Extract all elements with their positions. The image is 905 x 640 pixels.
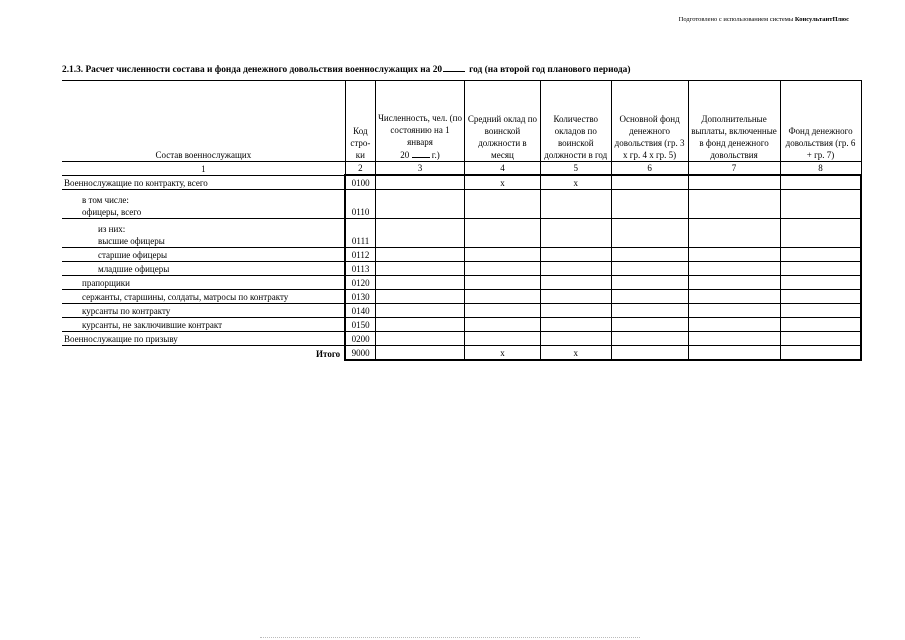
cell-base-fund[interactable] bbox=[611, 332, 688, 346]
cell-extra-payments[interactable] bbox=[688, 219, 780, 248]
cell-extra-payments[interactable] bbox=[688, 346, 780, 361]
row-code: 0111 bbox=[345, 219, 375, 248]
header-col1: Состав военнослужащих bbox=[62, 81, 345, 162]
cell-headcount[interactable] bbox=[376, 346, 465, 361]
table-row bbox=[62, 304, 861, 318]
cell-total-fund[interactable] bbox=[780, 276, 861, 290]
cell-total-fund[interactable] bbox=[780, 175, 861, 190]
cell-total-fund[interactable] bbox=[780, 332, 861, 346]
col-number: 7 bbox=[688, 162, 780, 176]
cell-avg-salary[interactable] bbox=[465, 332, 541, 346]
cell-avg-salary[interactable] bbox=[465, 318, 541, 332]
header-col2: Код стро- ки bbox=[345, 81, 375, 162]
row-label: курсанты по контракту bbox=[62, 304, 345, 318]
cell-total-fund[interactable] bbox=[780, 190, 861, 219]
cell-base-fund[interactable] bbox=[611, 248, 688, 262]
cell-extra-payments[interactable] bbox=[688, 190, 780, 219]
cell-avg-salary: x bbox=[465, 175, 541, 190]
heading-before-year: 2.1.3. Расчет численности состава и фонда денежного довольствия военнослужащих на 20 bbox=[62, 65, 443, 75]
cell-extra-payments[interactable] bbox=[688, 262, 780, 276]
row-code: 0100 bbox=[345, 175, 375, 190]
row-label: курсанты, не заключившие контракт bbox=[62, 318, 345, 332]
row-code: 0200 bbox=[345, 332, 375, 346]
cell-total-fund[interactable] bbox=[780, 290, 861, 304]
cell-avg-salary[interactable] bbox=[465, 190, 541, 219]
col-number: 1 bbox=[62, 162, 345, 176]
cell-headcount[interactable] bbox=[376, 262, 465, 276]
row-code: 9000 bbox=[345, 346, 375, 361]
cell-salary-count[interactable] bbox=[540, 276, 611, 290]
prepared-brand: КонсультантПлюс bbox=[794, 16, 849, 23]
row-code: 0140 bbox=[345, 304, 375, 318]
col-number: 5 bbox=[540, 162, 611, 176]
total-row bbox=[62, 346, 861, 361]
scan-artifact-line bbox=[260, 636, 640, 638]
cell-headcount[interactable] bbox=[376, 175, 465, 190]
cell-total-fund[interactable] bbox=[780, 346, 861, 361]
header-col7: Дополнительные выплаты, включенные в фонд денежного довольствия bbox=[688, 81, 780, 162]
header-col3-year-blank bbox=[412, 148, 430, 158]
col-number: 4 bbox=[465, 162, 541, 176]
cell-extra-payments[interactable] bbox=[688, 304, 780, 318]
cell-base-fund[interactable] bbox=[611, 175, 688, 190]
row-code: 0130 bbox=[345, 290, 375, 304]
cell-extra-payments[interactable] bbox=[688, 276, 780, 290]
heading-after-year: год (на второй год планового периода) bbox=[469, 65, 631, 75]
cell-base-fund[interactable] bbox=[611, 219, 688, 248]
row-label: прапорщики bbox=[62, 276, 345, 290]
cell-salary-count[interactable] bbox=[540, 190, 611, 219]
table-row bbox=[62, 318, 861, 332]
row-label: старшие офицеры bbox=[62, 248, 345, 262]
header-col3-year-suffix: г.) bbox=[431, 150, 440, 160]
row-label: сержанты, старшины, солдаты, матросы по контракту bbox=[62, 290, 345, 304]
row-label: Военнослужащие по контракту, всего bbox=[62, 175, 345, 190]
cell-base-fund[interactable] bbox=[611, 346, 688, 361]
cell-total-fund[interactable] bbox=[780, 304, 861, 318]
cell-salary-count[interactable] bbox=[540, 304, 611, 318]
row-label-text: офицеры, всего bbox=[82, 207, 142, 217]
row-label-text: высшие офицеры bbox=[98, 236, 165, 246]
cell-base-fund[interactable] bbox=[611, 304, 688, 318]
row-label bbox=[62, 219, 345, 248]
column-number-row bbox=[62, 162, 861, 176]
cell-salary-count[interactable] bbox=[540, 290, 611, 304]
header-col5: Количество окладов по воинской должности в год bbox=[540, 81, 611, 162]
cell-avg-salary[interactable] bbox=[465, 304, 541, 318]
header-col3-year-prefix: 20 bbox=[400, 150, 410, 160]
row-code: 0150 bbox=[345, 318, 375, 332]
total-label: Итого bbox=[62, 346, 345, 361]
cell-headcount[interactable] bbox=[376, 190, 465, 219]
cell-salary-count[interactable] bbox=[540, 219, 611, 248]
table-row bbox=[62, 190, 861, 219]
cell-headcount[interactable] bbox=[376, 290, 465, 304]
cell-salary-count[interactable] bbox=[540, 262, 611, 276]
cell-salary-count: x bbox=[540, 175, 611, 190]
table-row bbox=[62, 290, 861, 304]
row-code: 0110 bbox=[345, 190, 375, 219]
header-col6: Основной фонд денежного довольствия (гр. 3 x гр. 4 x гр. 5) bbox=[611, 81, 688, 162]
row-prelabel: из них: bbox=[98, 224, 126, 234]
cell-base-fund[interactable] bbox=[611, 276, 688, 290]
prepared-prefix: Подготовлено с использованием системы bbox=[678, 16, 794, 23]
section-heading bbox=[62, 63, 630, 75]
col-number: 8 bbox=[780, 162, 861, 176]
cell-base-fund[interactable] bbox=[611, 290, 688, 304]
row-label bbox=[62, 190, 345, 219]
cell-headcount[interactable] bbox=[376, 219, 465, 248]
cell-headcount[interactable] bbox=[376, 248, 465, 262]
cell-total-fund[interactable] bbox=[780, 262, 861, 276]
prepared-with-note bbox=[679, 16, 849, 23]
cell-avg-salary[interactable] bbox=[465, 248, 541, 262]
cell-avg-salary[interactable] bbox=[465, 262, 541, 276]
col-number: 3 bbox=[376, 162, 465, 176]
table-row bbox=[62, 175, 861, 190]
cell-base-fund[interactable] bbox=[611, 190, 688, 219]
header-col4: Средний оклад по воинской должности в месяц bbox=[465, 81, 541, 162]
cell-extra-payments[interactable] bbox=[688, 290, 780, 304]
cell-total-fund[interactable] bbox=[780, 248, 861, 262]
cell-salary-count[interactable] bbox=[540, 332, 611, 346]
row-code: 0113 bbox=[345, 262, 375, 276]
cell-headcount[interactable] bbox=[376, 332, 465, 346]
row-code: 0120 bbox=[345, 276, 375, 290]
cell-headcount[interactable] bbox=[376, 318, 465, 332]
header-col3 bbox=[376, 81, 465, 162]
cell-headcount[interactable] bbox=[376, 304, 465, 318]
calculation-table bbox=[62, 80, 862, 361]
table-header-row bbox=[62, 81, 861, 162]
cell-base-fund[interactable] bbox=[611, 262, 688, 276]
table-row bbox=[62, 332, 861, 346]
cell-avg-salary: x bbox=[465, 346, 541, 361]
col-number: 6 bbox=[611, 162, 688, 176]
cell-extra-payments[interactable] bbox=[688, 248, 780, 262]
row-code: 0112 bbox=[345, 248, 375, 262]
table-row bbox=[62, 262, 861, 276]
col-number: 2 bbox=[345, 162, 375, 176]
cell-extra-payments[interactable] bbox=[688, 332, 780, 346]
cell-salary-count[interactable] bbox=[540, 248, 611, 262]
cell-salary-count: x bbox=[540, 346, 611, 361]
cell-salary-count[interactable] bbox=[540, 318, 611, 332]
year-blank bbox=[443, 63, 465, 72]
cell-avg-salary[interactable] bbox=[465, 219, 541, 248]
row-label: Военнослужащие по призыву bbox=[62, 332, 345, 346]
cell-total-fund[interactable] bbox=[780, 318, 861, 332]
row-prelabel: в том числе: bbox=[82, 195, 129, 205]
table-row bbox=[62, 248, 861, 262]
table-row bbox=[62, 219, 861, 248]
header-col8: Фонд денежного довольствия (гр. 6 + гр. 7) bbox=[780, 81, 861, 162]
cell-total-fund[interactable] bbox=[780, 219, 861, 248]
header-col3-text: Численность, чел. (по состоянию на 1 января bbox=[378, 113, 462, 147]
table-row bbox=[62, 276, 861, 290]
row-label: младшие офицеры bbox=[62, 262, 345, 276]
cell-avg-salary[interactable] bbox=[465, 290, 541, 304]
cell-extra-payments[interactable] bbox=[688, 318, 780, 332]
cell-base-fund[interactable] bbox=[611, 318, 688, 332]
cell-avg-salary[interactable] bbox=[465, 276, 541, 290]
cell-extra-payments[interactable] bbox=[688, 175, 780, 190]
cell-headcount[interactable] bbox=[376, 276, 465, 290]
